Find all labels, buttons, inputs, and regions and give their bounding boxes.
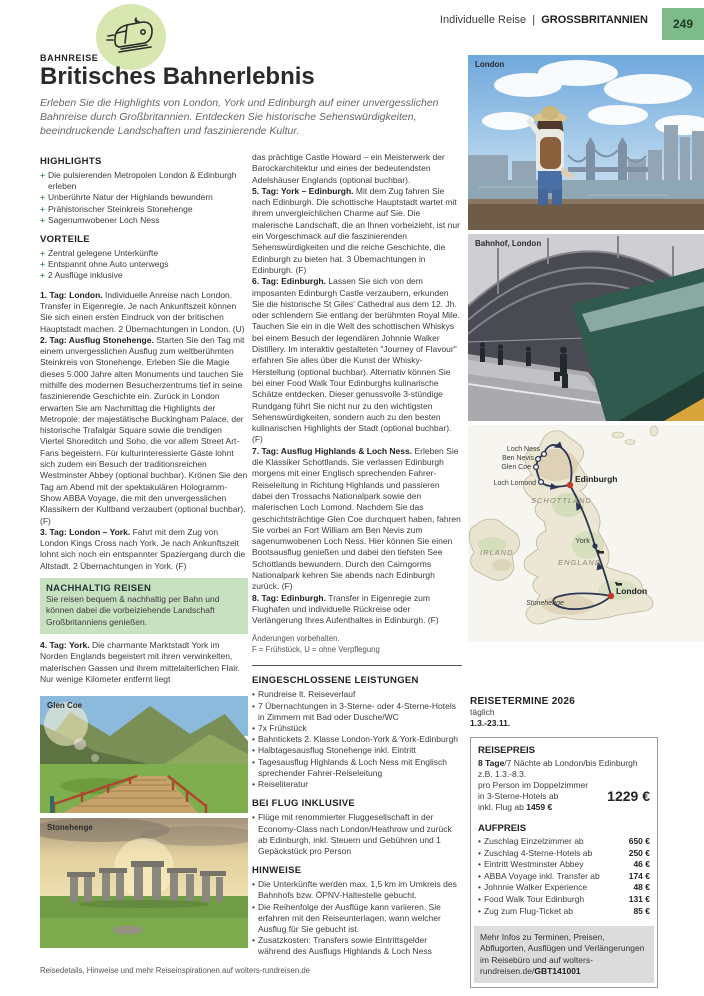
photo-label: Glen Coe	[47, 701, 83, 711]
surcharge-price: 174 €	[628, 870, 650, 881]
map-label-stonehenge: Stonehenge	[526, 600, 564, 607]
hint-item: Zusatzkosten: Transfers sowie Eintrittsgelder während des Ausflugs Highlands & Loch Ness	[257, 935, 432, 957]
vorteile-list	[40, 248, 248, 282]
surcharge-label: Eintritt Westminster Abbey	[483, 859, 584, 870]
stonehenge-scene	[40, 818, 248, 948]
dot-bullet-icon: •	[252, 879, 255, 890]
vorteil-item: Entspannt ohne Auto unterwegs	[47, 259, 169, 270]
highlights-heading: HIGHLIGHTS	[40, 156, 102, 167]
day-lead: 3. Tag: London – York.	[40, 526, 131, 537]
more-info-box	[474, 926, 654, 983]
page-number: 249	[672, 17, 694, 31]
day-text: Fahrt mit dem Zug von London Kings Cross nach York. Je nach Ankunftszeit lohnt sich noch ein entspannter Spaziergang durch die Altstadt. 2 Übernachtungen in York. (F)	[40, 526, 246, 571]
map-label-edinburgh: Edinburgh	[575, 474, 618, 484]
itinerary-day-8	[252, 593, 462, 627]
right-column	[468, 55, 704, 988]
glen-coe-scene	[40, 696, 248, 813]
included-list	[252, 689, 462, 790]
list-item	[252, 757, 462, 779]
day-text: Starten Sie den Tag mit einem unvergesslichen Ausflug zum weltberühmten Steinkreis von Stonehenge. Erleben Sie die Magie dieses 5.000 Jahre alten Monuments und tauchen Sie mithilfe des modernen Besucherzentrums tief in seine faszinierende Geschichte ein. Zurück in London erwarten Sie am Nachmittag die Highlights der Metropole: der majestätische Buckingham Palace, der historische Trafalgar Square sowie die trendigen Viertel Shoreditch und Soho, die vor allem Street Art-Fans begeistern. Für kulturinteressierte Gäste lohnt sich zudem ein Besuch der traditionsreichen Westminster Abbey (optional buchbar). Krönen Sie den Tag am Abend mit der spektakulären Hologramm-Show ABBA Voyage, die mit den unvergesslichen Klassikern der Kultband verzaubert (optional buchbar). (F)	[40, 334, 248, 526]
plus-bullet-icon: +	[40, 203, 45, 214]
highlight-item: Unberührte Natur der Highlands bewundern	[47, 192, 213, 203]
itinerary-day-1	[40, 290, 248, 335]
dot-bullet-icon: •	[252, 734, 255, 745]
price-duration-bold: 8 Tage	[478, 758, 505, 768]
hint-item: Die Unterkünfte werden max. 1,5 km im Umkreis des Bahnhofs bzw. ÖPNV-Haltestelle gebucht.	[257, 879, 457, 901]
list-item	[40, 170, 248, 192]
day-text: Erleben Sie die Klassiker Schottlands. Sie verlassen Edinburgh morgens mit einer Englisch sprechenden Fahrer-Reiseleitung in Richtung Highlands und passieren dabei den Trossachs Nationalpark sowie den malerischen Loch Lomond. Nachdem Sie das geschichtsträchtige Glen Coe durchquert haben, fahren Sie vorbei an Fort William am Ben Nevis zum sagenumwobenen Loch Ness. Hier können Sie einen Bootsausflug genießen und dabei den tiefsten See Schottlands bewundern. Durch den Cairngorms Nationalpark kehren Sie abends nach Edinburgh zurück. (F)	[252, 445, 461, 592]
itinerary-day-6	[252, 276, 462, 445]
station-scene	[468, 234, 704, 421]
day-text: Die charmante Marktstadt York im Norden Englands begeistert mit ihren verwinkelten, malerischen Gassen und ihrem mittelalterlichen Flair. Nur wenige Kilometer entfernt liegt	[40, 639, 240, 684]
day-lead: 2. Tag: Ausflug Stonehenge.	[40, 334, 154, 345]
booking-code: GBT141001	[534, 965, 581, 976]
london-scene	[468, 55, 704, 230]
page-footer: Reisedetails, Hinweise und mehr Reiseinspirationen auf wolters-rundreisen.de	[40, 966, 310, 975]
surcharge-label: Zuschlag Einzelzimmer ab	[483, 836, 584, 846]
sustainability-box	[40, 578, 248, 634]
dot-bullet-icon: •	[252, 935, 255, 946]
surcharge-section	[478, 823, 650, 917]
vorteil-item: 2 Ausflüge inklusive	[47, 270, 123, 281]
highlight-item: Prähistorischer Steinkreis Stonehenge	[47, 203, 193, 214]
page-title: Britisches Bahnerlebnis	[40, 63, 315, 90]
plus-bullet-icon: +	[40, 270, 45, 281]
plus-bullet-icon: +	[40, 192, 45, 203]
travel-dates-range: 1.3.-23.11.	[470, 718, 511, 728]
dot-bullet-icon: •	[478, 836, 481, 846]
list-item	[252, 779, 462, 790]
route-map	[468, 425, 704, 642]
surcharge-row	[478, 906, 650, 918]
hints-heading: HINWEISE	[252, 865, 302, 877]
surcharge-label: Zuschlag 4-Sterne-Hotels ab	[483, 847, 593, 858]
dot-bullet-icon: •	[252, 901, 255, 912]
day-text: Individuelle Anreise nach London. Transfer in Eigenregie. Je nach Ankunftszeit können Sie sich einen ersten Eindruck von der britischen Hauptstadt machen. 2 Übernachtungen in London. (U)	[40, 289, 245, 334]
surcharge-row	[478, 859, 650, 871]
map-label-ben-nevis: Ben Nevis	[502, 455, 534, 462]
list-item	[40, 270, 248, 281]
dot-bullet-icon: •	[252, 723, 255, 734]
vorteile-heading: VORTEILE	[40, 234, 90, 246]
dot-bullet-icon: •	[252, 812, 255, 823]
price-amount-row	[478, 788, 650, 804]
sustainability-title: NACHHALTIG REISEN	[46, 583, 152, 595]
kicker: BAHNREISE	[40, 53, 99, 63]
dot-bullet-icon: •	[478, 859, 481, 870]
dot-bullet-icon: •	[252, 756, 255, 767]
surcharge-row	[478, 882, 650, 894]
surcharge-price: 650 €	[628, 836, 650, 846]
day-lead: 1. Tag: London.	[40, 289, 103, 300]
price-line-example: z.B. 1.3.-8.3.	[478, 769, 527, 779]
itinerary-day-4-continued: das prächtige Castle Howard – ein Meisterwerk der Barockarchitektur und eines der bedeutendsten Adelshäuser Englands (optional buchbar).	[252, 152, 445, 185]
included-item: Reiseliteratur	[257, 779, 309, 790]
travel-dates-title: REISETERMINE 2026	[470, 696, 576, 707]
list-item	[252, 689, 462, 700]
list-item	[40, 204, 248, 215]
dot-bullet-icon: •	[252, 779, 255, 790]
divider	[252, 665, 462, 666]
dot-bullet-icon: •	[478, 870, 481, 881]
photo-label: Bahnhof, London	[475, 239, 542, 248]
surcharge-price: 46 €	[633, 859, 650, 870]
highlight-item: Sagenumwobener Loch Ness	[47, 214, 160, 225]
map-label-london: London	[616, 586, 648, 596]
price-hotel-line: in 3-Sterne-Hotels ab	[478, 791, 559, 801]
surcharge-price: 250 €	[628, 847, 650, 858]
page-number-badge	[662, 8, 704, 40]
flight-list	[252, 812, 462, 857]
page-header	[440, 14, 648, 26]
list-item	[252, 723, 462, 734]
price-box	[470, 737, 658, 988]
surcharge-price: 85 €	[633, 905, 650, 916]
sustainability-text: Sie reisen bequem & nachhaltig per Bahn und können dabei die vorbeiziehende Landschaft Großbritanniens genießen.	[46, 594, 220, 627]
dot-bullet-icon: •	[252, 745, 255, 756]
intro-text: Erleben Sie die Highlights von London, York und Edinburgh auf einer unvergesslichen Bahnreise durch Großbritannien. Entdecken Sie historische Sehenswürdigkeiten, beeindruckende Landschaften und faszinierende Kultur.	[40, 97, 439, 137]
price-line-duration	[478, 758, 650, 769]
list-item	[40, 215, 248, 226]
header-region: GROSSBRITANNIEN	[541, 14, 648, 26]
day-text: Mit dem Zug fahren Sie nach Edinburgh. Die schottische Hauptstadt wartet mit ihrem unvergleichlichen Charme auf Sie. Die malerische Landschaft, die an Ihnen vorbeizieht, ist nur ein Vorgeschmack auf die faszinierenden Sehenswürdigkeiten und die reiche Geschichte, die Edinburgh zu bieten hat. 3 Übernachtungen in Edinburgh. (F)	[252, 185, 460, 275]
list-item	[252, 935, 462, 957]
dot-bullet-icon: •	[252, 689, 255, 700]
dot-bullet-icon: •	[478, 905, 481, 916]
surcharge-price: 131 €	[628, 893, 650, 904]
photo-label: London	[475, 60, 505, 69]
dot-bullet-icon: •	[478, 847, 481, 858]
surcharge-price: 48 €	[633, 882, 650, 893]
day-lead: 4. Tag: York.	[40, 639, 90, 650]
list-item	[252, 701, 462, 723]
header-separator: |	[532, 14, 536, 26]
list-item	[252, 902, 462, 936]
left-column	[40, 156, 248, 948]
included-heading: EINGESCHLOSSENE LEISTUNGEN	[252, 675, 419, 687]
train-logo-badge	[96, 4, 166, 70]
itinerary-day-2	[40, 335, 248, 527]
surcharge-label: Zug zum Flug-Ticket ab	[483, 905, 573, 916]
surcharge-row	[478, 848, 650, 860]
day-text: Lassen Sie sich von dem imposanten Edinburgh Castle verzaubern, erkunden Sie die historische St Giles' Cathedral aus dem 12. Jh. oder schlendern Sie entlang der berühmten Royal Mile. Tauchen Sie ein in die Welt des schottischen Whiskys bei einem Besuch der legendären Johnnie Walker Distillery. Im interaktiv gestalteten "Journey of Flavour" erfahren Sie alles über die Kunst der Whisky-Herstellung (optional buchbar). Alternativ können Sie bei einer Food Walk Tour Edinburghs kulinarische Schätze entdecken. Dieser genussvolle 3-stündige Rundgang führt Sie nicht nur zu den wichtigsten Sehenswürdigkeiten, sondern auch zu den besten kulinarischen Highlights der Stadt (optional buchbar). (F)	[252, 276, 460, 445]
dot-bullet-icon: •	[252, 700, 255, 711]
surcharge-row	[478, 871, 650, 883]
photo-label: Stonehenge	[47, 823, 93, 833]
vorteil-item: Zentral gelegene Unterkünfte	[47, 248, 159, 259]
note-line: Änderungen vorbehalten.	[252, 634, 340, 644]
photo-bahnhof	[468, 234, 704, 421]
itinerary-day-4	[40, 640, 248, 685]
price-flight-label: inkl. Flug ab	[478, 802, 524, 812]
price-line-person: pro Person im Doppelzimmer	[478, 780, 589, 790]
photo-glen-coe	[40, 696, 248, 813]
included-item: Tagesausflug Highlands & Loch Ness mit Englisch sprechender Fahrer-Reiseleitung	[257, 756, 447, 778]
highlights-list	[40, 170, 248, 226]
map-graphic	[468, 425, 704, 642]
day-text: Transfer in Eigenregie zum Flughafen und individuelle Rückreise oder Verlängerung Ihres Aufenthaltes in Edinburgh. (F)	[252, 592, 439, 626]
itinerary-day-3	[40, 527, 248, 572]
plus-bullet-icon: +	[40, 170, 45, 180]
list-item	[40, 259, 248, 270]
note-line: F = Frühstück, U = ohne Verpflegung	[252, 644, 380, 654]
surcharge-row	[478, 894, 650, 906]
list-item	[252, 879, 462, 901]
map-label-glen-coe: Glen Coe	[501, 464, 531, 471]
itinerary-day-7	[252, 446, 462, 593]
price-heading: REISEPREIS	[478, 745, 536, 756]
hint-item: Die Reihenfolge der Ausflüge kann variieren. Sie erfahren mit den Reiseunterlagen, wann welcher Ausflug für Sie gebucht ist.	[257, 901, 441, 934]
included-item: Bahntickets 2. Klasse London-York & York-Edinburgh	[257, 734, 459, 745]
list-item	[252, 812, 462, 857]
included-item: 7 Übernachtungen in 3-Sterne- oder 4-Sterne-Hotels in Zimmern mit Bad oder Dusche/WC	[257, 700, 456, 722]
map-label-york: York	[575, 536, 590, 545]
list-item	[252, 734, 462, 745]
travel-dates	[468, 696, 704, 728]
included-item: Rundreise lt. Reiseverlauf	[257, 689, 356, 700]
highlight-item: Die pulsierenden Metropolen London & Edinburgh erleben	[47, 170, 237, 192]
hints-list	[252, 879, 462, 957]
price-amount: 1229 €	[607, 788, 650, 804]
surcharge-label: ABBA Voyage inkl. Transfer ab	[483, 870, 600, 881]
flight-item: Flüge mit renommierter Fluggesellschaft in der Economy-Class nach London/Heathrow und zurück ab Edinburgh, inkl. Steuern und Gebühren und 1 Gepäckstück pro Person	[257, 812, 452, 856]
surcharge-label: Johnnie Walker Experience	[483, 882, 588, 893]
change-note	[252, 634, 462, 655]
surcharge-label: Food Walk Tour Edinburgh	[483, 893, 585, 904]
included-item: Halbtagesausflug Stonehenge inkl. Eintritt	[257, 745, 416, 756]
list-item	[40, 192, 248, 203]
more-info-text: Mehr Infos zu Terminen, Preisen, Abflugorten, Ausflügen und Verlängerungen im Reisebüro und auf wolters-rundreisen.de/	[480, 932, 645, 976]
plus-bullet-icon: +	[40, 214, 45, 225]
day-lead: 6. Tag: Edinburgh.	[252, 276, 326, 287]
day-lead: 8. Tag: Edinburgh.	[252, 592, 326, 603]
list-item	[40, 248, 248, 259]
plus-bullet-icon: +	[40, 248, 45, 259]
middle-column	[252, 152, 462, 966]
surcharge-heading: AUFPREIS	[478, 823, 527, 834]
day-lead: 5. Tag: York – Edinburgh.	[252, 185, 354, 196]
plus-bullet-icon: +	[40, 259, 45, 270]
header-category: Individuelle Reise	[439, 14, 527, 26]
dot-bullet-icon: •	[478, 893, 481, 904]
included-item: 7x Frühstück	[257, 723, 307, 734]
list-item	[252, 745, 462, 756]
map-label-england: ENGLAND	[558, 558, 602, 567]
map-label-loch-ness: Loch Ness	[506, 446, 540, 453]
dot-bullet-icon: •	[478, 882, 481, 893]
train-icon	[105, 16, 157, 58]
map-label-loch-lomond: Loch Lomond	[493, 480, 536, 487]
day-lead: 7. Tag: Ausflug Highlands & Loch Ness.	[252, 445, 413, 456]
photo-stonehenge	[40, 818, 248, 948]
travel-dates-frequency: täglich	[470, 707, 495, 717]
photo-london	[468, 55, 704, 230]
price-duration-rest: /7 Nächte ab London/bis Edinburgh	[504, 758, 638, 768]
flight-heading: BEI FLUG INKLUSIVE	[252, 798, 356, 810]
price-flight-amount: 1459 €	[526, 802, 553, 812]
surcharge-row	[478, 836, 650, 848]
map-label-schottland: SCHOTTLAND	[531, 496, 592, 505]
itinerary-day-5	[252, 186, 462, 276]
map-label-irland: IRLAND	[480, 548, 514, 557]
